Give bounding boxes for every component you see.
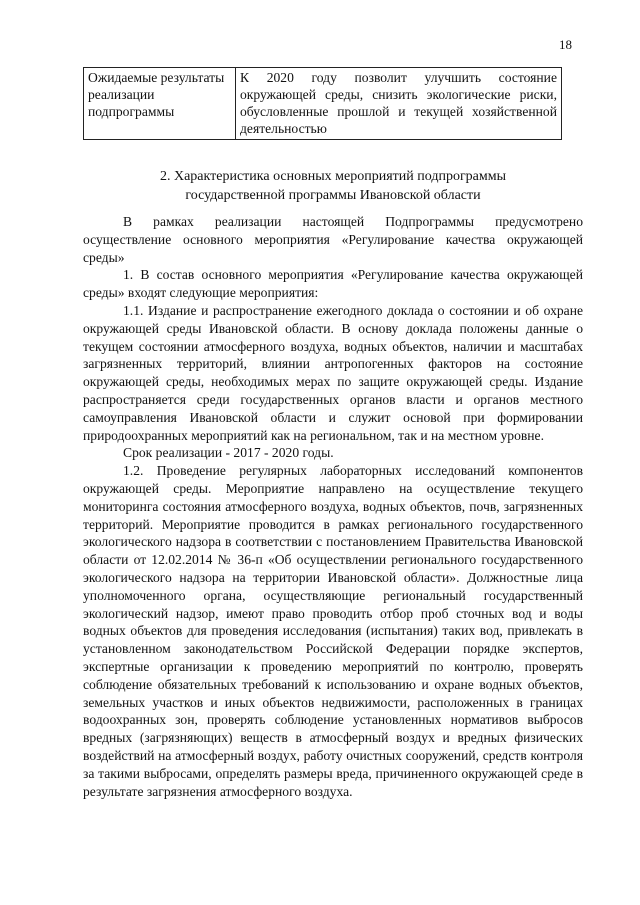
expected-results-table bbox=[83, 67, 562, 140]
results-label-cell: Ожидаемые результаты реализации подпрограммы bbox=[84, 68, 236, 140]
section-heading-line-2: государственной программы Ивановской области bbox=[185, 188, 481, 203]
paragraph-intro: В рамках реализации настоящей Подпрограммы предусмотрено осуществление основного мероприятия «Регулирование качества окружающей среды» bbox=[83, 214, 583, 265]
document-body bbox=[83, 213, 583, 800]
section-heading-line-1: 2. Характеристика основных мероприятий подпрограммы bbox=[159, 169, 507, 184]
section-heading bbox=[83, 167, 583, 205]
results-value-cell: К 2020 году позволит улучшить состояние окружающей среды, снизить экологические риски, обусловленные прошлой и текущей хозяйственной деятельностью bbox=[236, 68, 562, 140]
paragraph-item-1-1: 1.1. Издание и распространение ежегодного доклада о состоянии и об охране окружающей среды Ивановской области. В основу доклада положены данные о текущем состоянии атмосферного воздуха, водных объектов, наличии и масштабах загрязненных территорий, влиянии антропогенных факторов на состояние окружающей среды, необходимых мерах по защите окружающей среды. Издание распространяется среди государственных органов власти и органов местного самоуправления Ивановской области и служит основой при формировании природоохранных мероприятий как на региональном, так и на местном уровне. bbox=[83, 302, 583, 443]
paragraph-item-1-2: 1.2. Проведение регулярных лабораторных исследований компонентов окружающей среды. Мероприятие направлено на осуществление текущего мониторинга состояния атмосферного воздуха, водных объектов, почв, загрязненных территорий. Мероприятие проводится в рамках регионального государственного экологического надзора в соответствии с постановлением Правительства Ивановской области от 12.02.2014 № 36-п «Об осуществлении регионального государственного экологического надзора на территории Ивановской области». Должностные лица уполномоченного органа, осуществляющие региональный государственный экологический надзор, имеют право проводить отбор проб сточных вод и воды водных объектов для проведения исследования (испытания) таких вод, привлекать в установленном законодательством Российской Федерации порядке экспертов, экспертные организации к проведению мероприятий по контролю, проверять соблюдение обязательных требований к использованию и охране водных объектов, земельных участков и иных объектов недвижимости, расположенных в границах водоохранных зон, проверять соблюдение установленных нормативов выбросов вредных (загрязняющих) веществ в атмосферный воздух и вредных физических воздействий на атмосферный воздух, работу очистных сооружений, средств контроля за такими выбросами, определять размеры вреда, причиненного окружающей среде в результате загрязнения атмосферного воздуха. bbox=[83, 463, 583, 799]
paragraph-term: Срок реализации - 2017 - 2020 годы. bbox=[123, 445, 334, 461]
table-row bbox=[84, 68, 562, 140]
page-number: 18 bbox=[559, 37, 572, 52]
paragraph-item-1: 1. В состав основного мероприятия «Регулирование качества окружающей среды» входят следующие мероприятия: bbox=[83, 267, 583, 301]
